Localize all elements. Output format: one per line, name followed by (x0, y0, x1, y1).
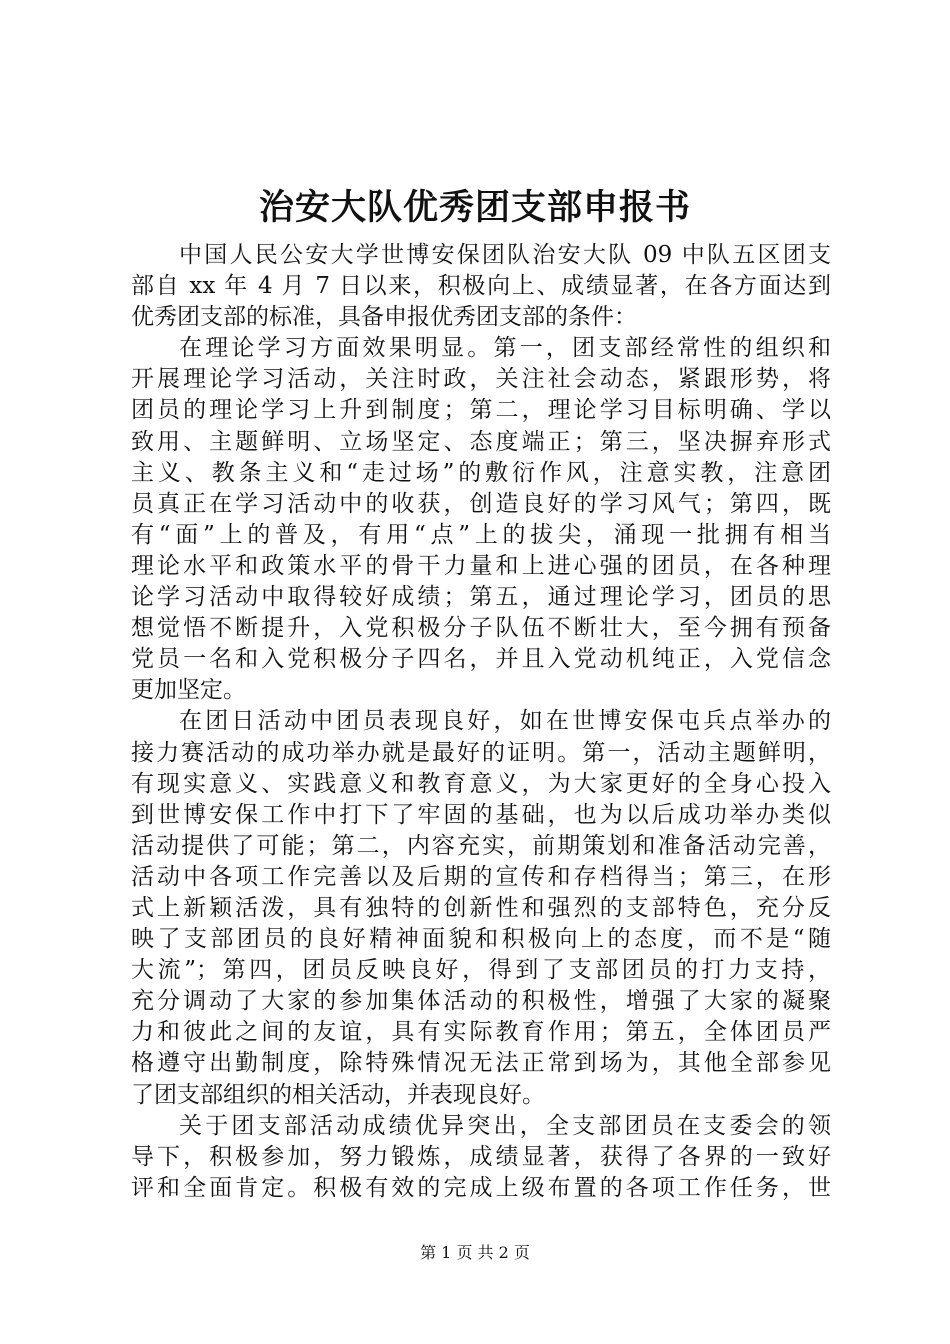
text-line: 有现实意义、实践意义和教育意义，为大家更好的全身心投入 (131, 770, 831, 797)
text-line: 在理论学习方面效果明显。第一，团支部经常性的组织和 (179, 335, 831, 362)
text-line: 导下，积极参加，努力锻炼，成绩显著，获得了各界的一致好 (131, 1143, 831, 1170)
text-line: 了团支部组织的相关活动，并表现良好。 (131, 1081, 545, 1108)
text-line: 活动中各项工作完善以及后期的宣传和存档得当；第三，在形 (131, 863, 831, 890)
text-line: 中国人民公安大学世博安保团队治安大队 09 中队五区团支 (179, 242, 831, 268)
text-line: 充分调动了大家的参加集体活动的积极性，增强了大家的凝聚 (131, 988, 831, 1015)
text-line: 力和彼此之间的友谊，具有实际教育作用；第五，全体团员严 (131, 1019, 831, 1046)
text-line: 接力赛活动的成功举办就是最好的证明。第一，活动主题鲜明， (131, 739, 831, 766)
text-line: 员真正在学习活动中的收获，创造良好的学习风气；第四，既 (131, 490, 831, 517)
paragraph (131, 1111, 831, 1204)
text-line: 开展理论学习活动，关注时政，关注社会动态，紧跟形势，将 (131, 366, 831, 393)
text-line: 式上新颖活泼，具有独特的创新性和强烈的支部特色，充分反 (131, 894, 831, 921)
text-line: 想觉悟不断提升，入党积极分子队伍不断壮大，至今拥有预备 (131, 615, 831, 642)
text-line: 主义、教条主义和“走过场”的敷衍作风，注意实教，注意团 (131, 459, 831, 486)
paragraph (131, 240, 831, 333)
text-line: 致用、主题鲜明、立场坚定、态度端正；第三，坚决摒弃形式 (131, 428, 831, 455)
text-line: 论学习活动中取得较好成绩；第五，通过理论学习，团员的思 (131, 584, 831, 611)
paragraph (131, 706, 831, 1110)
document-body (131, 240, 831, 1204)
text-line: 活动提供了可能；第二，内容充实，前期策划和准备活动完善， (131, 832, 831, 859)
text-line: 映了支部团员的良好精神面貌和积极向上的态度，而不是“随 (131, 926, 831, 953)
text-line: 关于团支部活动成绩优异突出，全支部团员在支委会的领 (179, 1112, 831, 1139)
text-line: 党员一名和入党积极分子四名，并且入党动机纯正，入党信念 (131, 646, 831, 673)
text-line: 理论水平和政策水平的骨干力量和上进心强的团员，在各种理 (131, 552, 831, 579)
text-line: 格遵守出勤制度，除特殊情况无法正常到场为，其他全部参见 (131, 1050, 831, 1077)
text-line: 部自 xx 年 4 月 7 日以来，积极向上、成绩显著，在各方面达到 (131, 273, 831, 300)
text-line: 大流”；第四，团员反映良好，得到了支部团员的打力支持， (131, 957, 831, 984)
page-footer: 第 1 页 共 2 页 (420, 1243, 530, 1262)
text-line: 到世博安保工作中打下了牢固的基础，也为以后成功举办类似 (131, 801, 831, 828)
text-line: 优秀团支部的标准，具备申报优秀团支部的条件： (131, 304, 637, 331)
text-line: 评和全面肯定。积极有效的完成上级布置的各项工作任务，世 (131, 1174, 831, 1201)
text-line: 团员的理论学习上升到制度；第二，理论学习目标明确、学以 (131, 397, 831, 424)
text-line: 有“面”上的普及，有用“点”上的拔尖，涌现一批拥有相当 (131, 521, 831, 548)
paragraph (131, 333, 831, 706)
document-title: 治安大队优秀团支部申报书 (258, 187, 691, 228)
text-line: 在团日活动中团员表现良好，如在世博安保屯兵点举办的 (179, 708, 831, 735)
text-line: 更加坚定。 (131, 677, 246, 704)
